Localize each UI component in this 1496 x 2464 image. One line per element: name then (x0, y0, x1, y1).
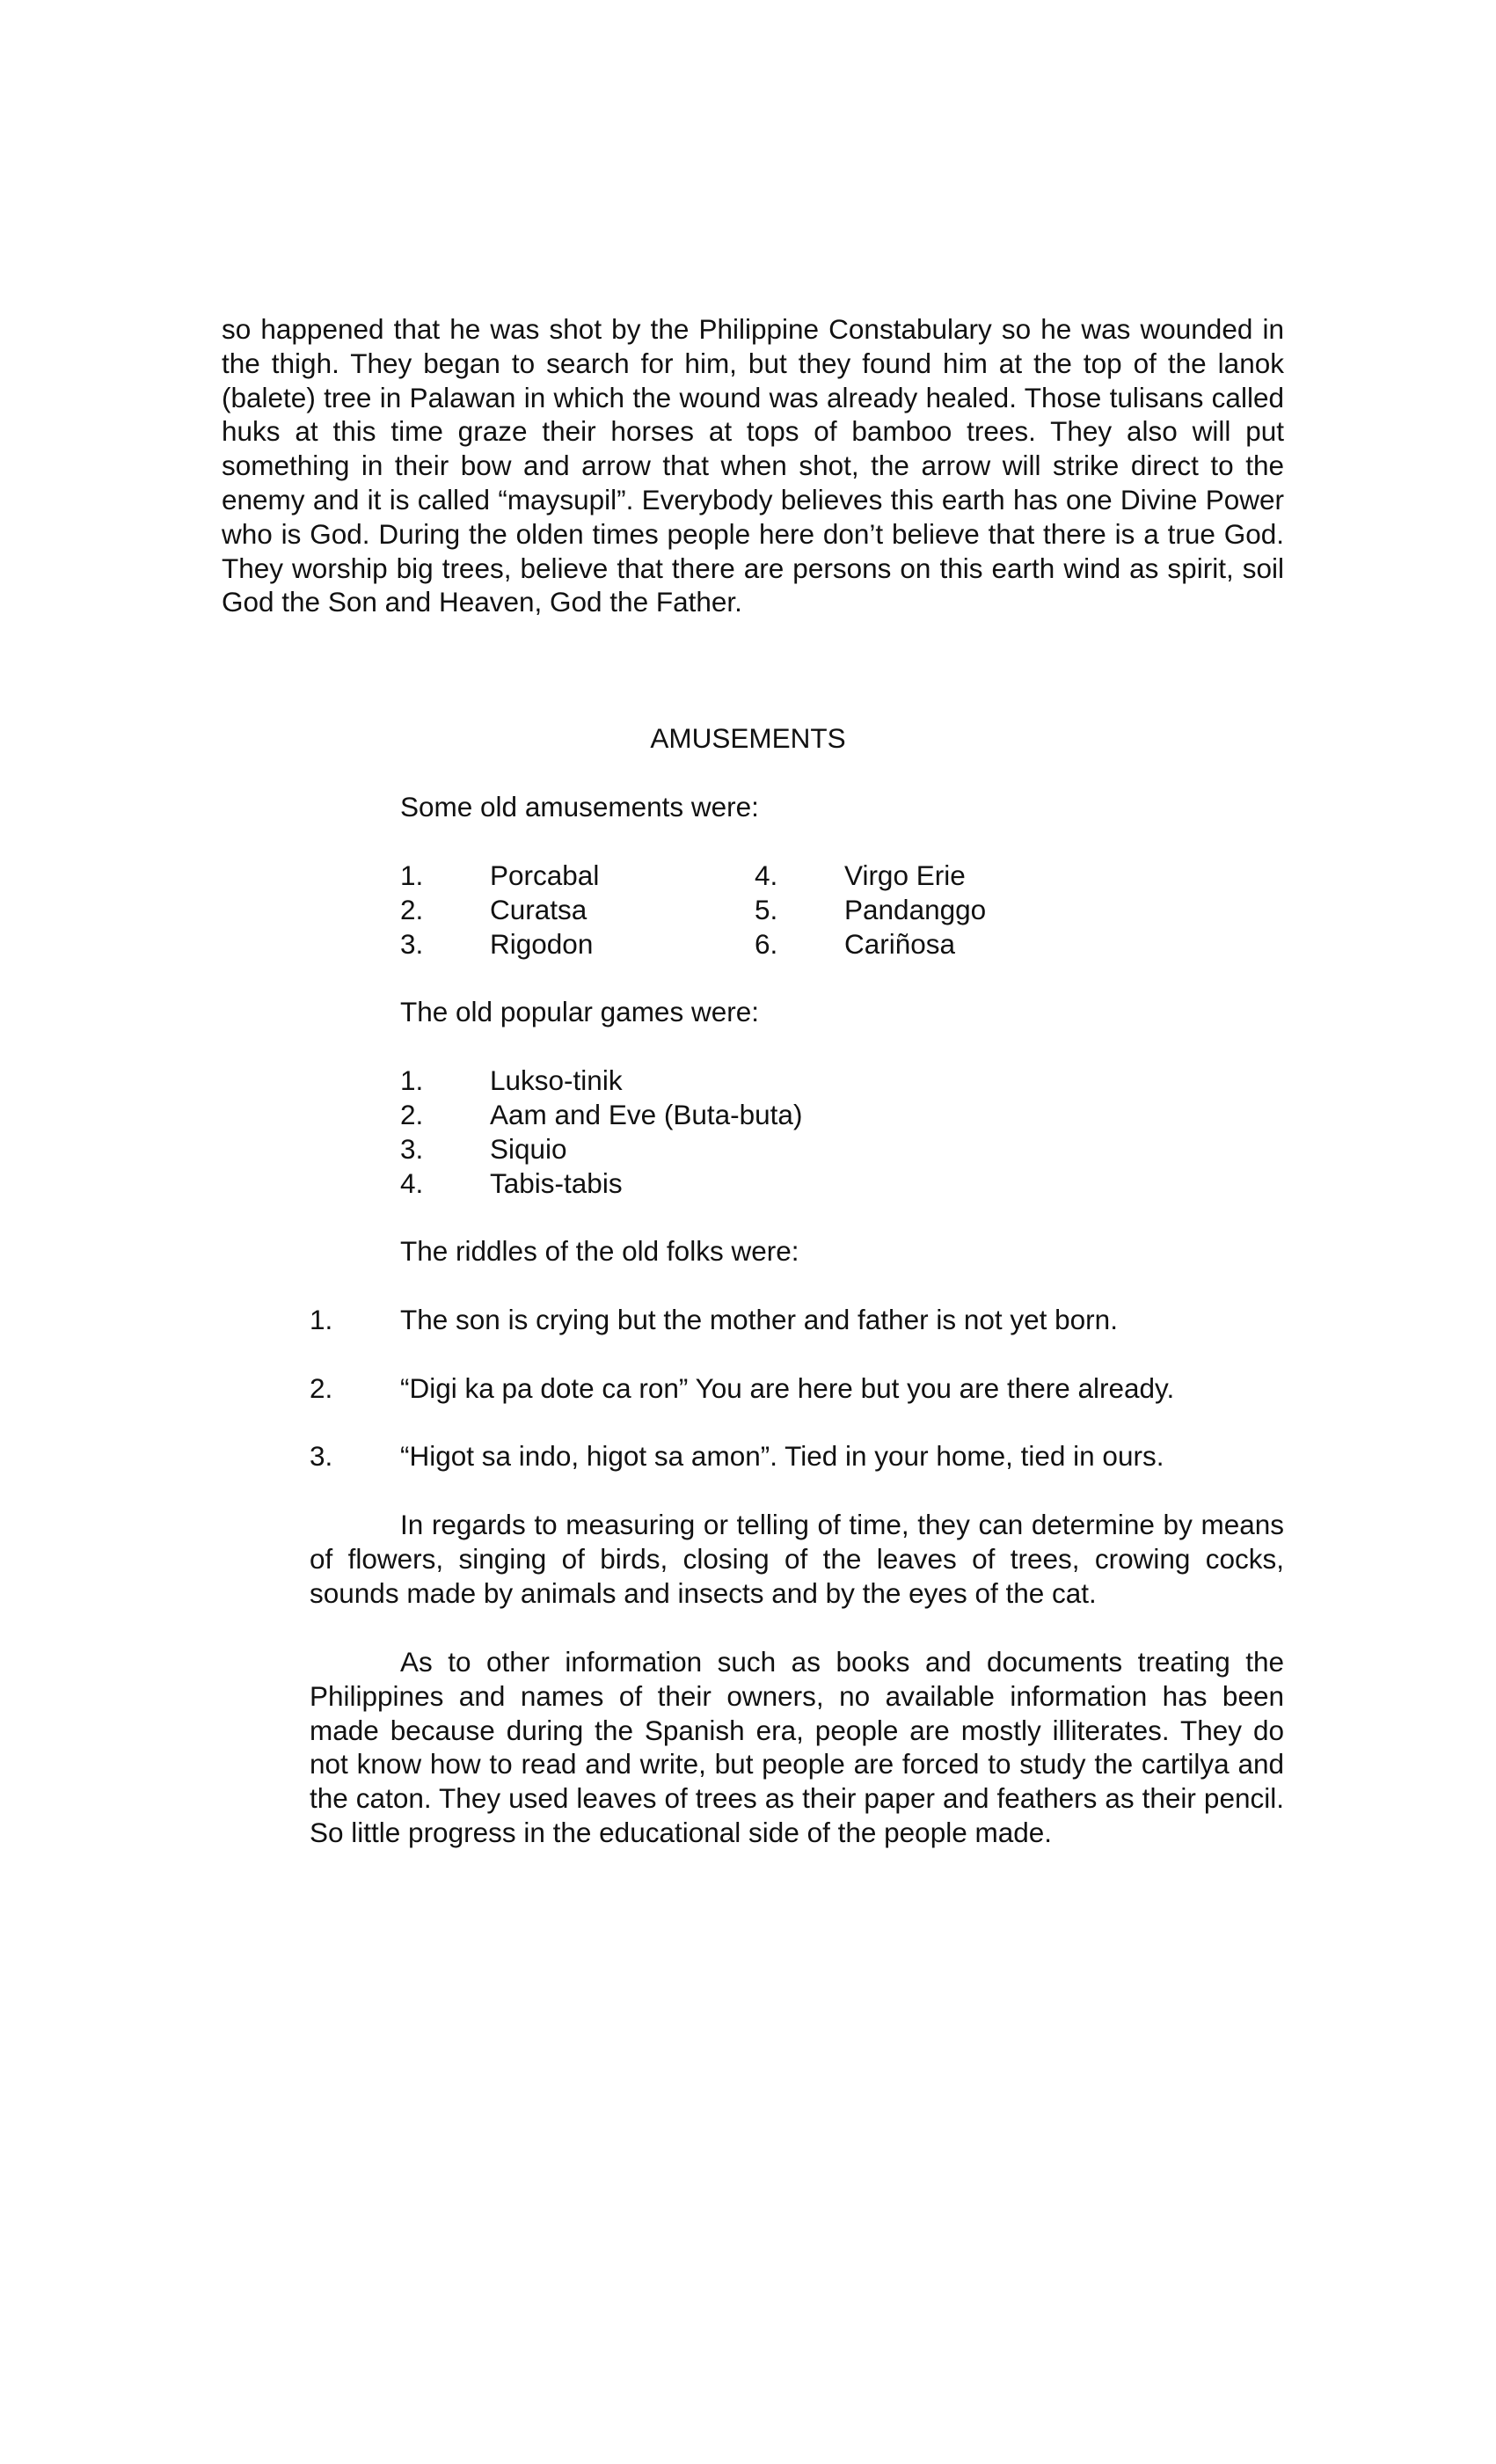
list-item: Virgo Erie (844, 859, 966, 891)
list-item-number: 6. (755, 928, 778, 960)
amusements-intro: Some old amusements were: (400, 791, 759, 823)
list-item-number: 3. (400, 1133, 424, 1165)
list-item-number: 2. (400, 894, 424, 925)
list-item: Porcabal (490, 859, 600, 891)
list-item: Cariñosa (844, 928, 956, 960)
list-item-number: 4. (755, 859, 778, 891)
list-item-number: 2. (310, 1372, 333, 1404)
section-heading: AMUSEMENTS (650, 722, 846, 754)
intro-paragraph: so happened that he was shot by the Philippine Constabulary so he was wounded in the thigh. They began to search for him, but they found him at the top of the lanok (balete) tree in Palawan in which the wound was already healed. Those tulisans called huks at this time graze their horses at tops of bamboo trees. They also will put something in their bow and arrow that when shot, the arrow will strike direct to the enemy and it is called “maysupil”. Everybody believes this earth has one Divine Power who is God. During the olden times people here don’t believe that there is a true God. They worship big trees, believe that there are persons on this earth wind as spirit, soil God the Son and Heaven, God the Father. (222, 313, 1284, 618)
list-item-number: 1. (400, 859, 424, 891)
list-item: Siquio (490, 1133, 567, 1165)
list-item: Pandanggo (844, 894, 987, 925)
list-item-number: 3. (310, 1440, 333, 1472)
information-paragraph: As to other information such as books and documents treating the Philippines and names of their owners, no available information has been made because during the Spanish era, people are mostly illiterates. They do not know how to read and write, but people are forced to study the cartilya and the caton. They used leaves of trees as their paper and feathers as their pencil. So little progress in the educational side of the people made. (310, 1646, 1284, 1848)
list-item-number: 1. (310, 1304, 333, 1335)
list-item: Curatsa (490, 894, 587, 925)
time-paragraph: In regards to measuring or telling of time, they can determine by means of flowers, singing of birds, closing of the leaves of trees, crowing cocks, sounds made by animals and insects and by the eyes of the cat. (310, 1509, 1284, 1609)
list-item-number: 2. (400, 1099, 424, 1130)
list-item-number: 4. (400, 1167, 424, 1199)
list-item: Lukso-tinik (490, 1064, 623, 1096)
list-item: Rigodon (490, 928, 594, 960)
riddles-intro: The riddles of the old folks were: (400, 1235, 799, 1267)
list-item-number: 1. (400, 1064, 424, 1096)
list-item: Aam and Eve (Buta-buta) (490, 1099, 803, 1130)
list-item: The son is crying but the mother and father is not yet born. (400, 1304, 1118, 1335)
list-item-number: 5. (755, 894, 778, 925)
list-item: Tabis-tabis (490, 1167, 623, 1199)
games-intro: The old popular games were: (400, 996, 759, 1027)
list-item: “Higot sa indo, higot sa amon”. Tied in your home, tied in ours. (400, 1440, 1164, 1472)
list-item-number: 3. (400, 928, 424, 960)
list-item: “Digi ka pa dote ca ron” You are here but you are there already. (400, 1372, 1175, 1404)
